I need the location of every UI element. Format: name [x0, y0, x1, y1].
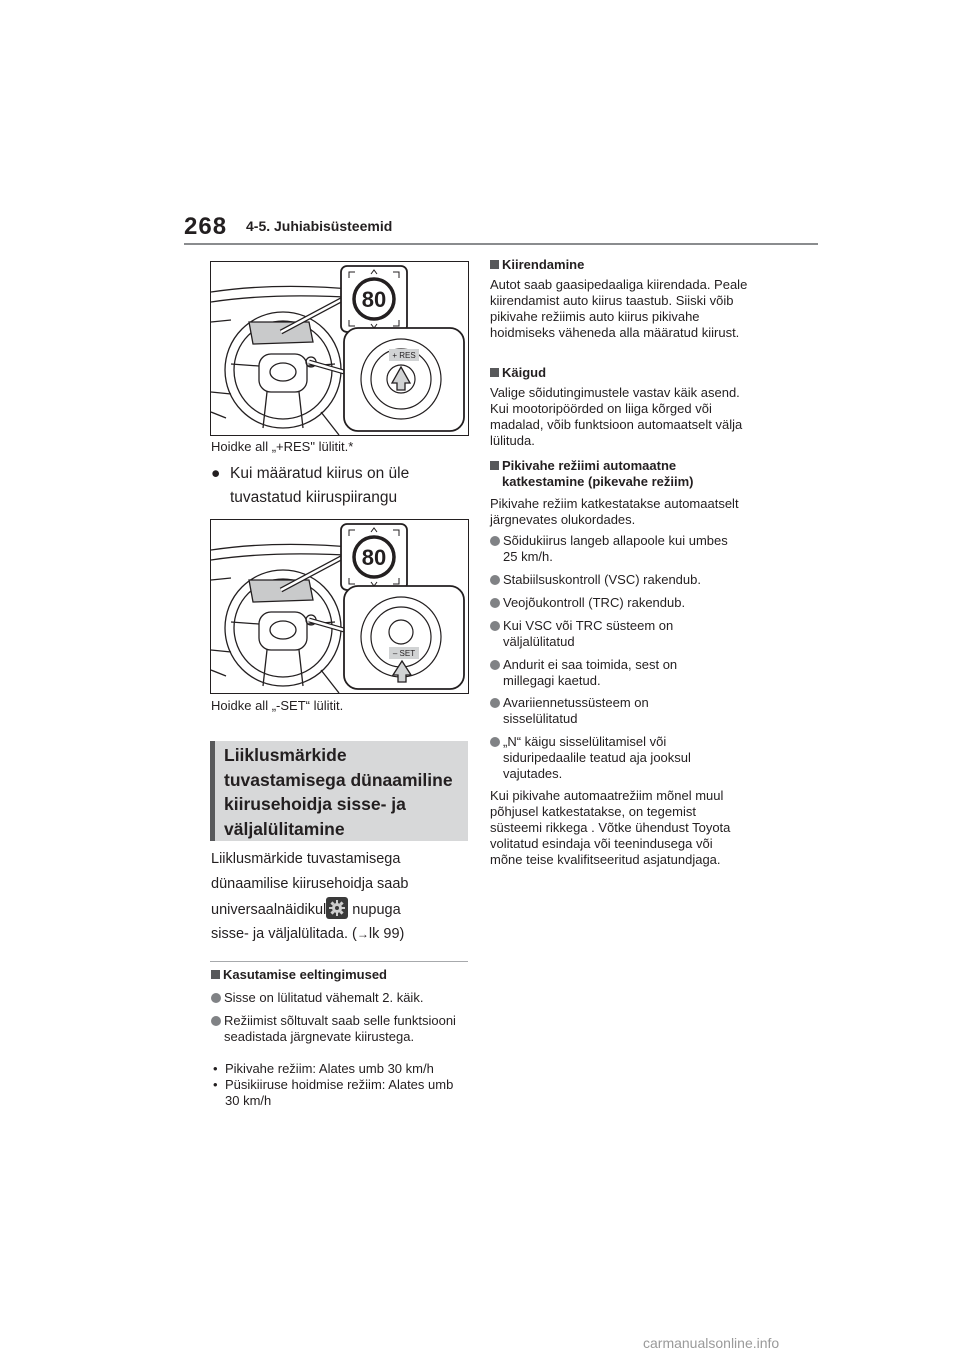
gear-icon — [326, 897, 348, 919]
list-item-text: Veojõukontroll (TRC) rakendub. — [503, 595, 686, 610]
para-line-3-end: nupuga — [348, 902, 401, 918]
circle-bullet-icon — [490, 598, 500, 608]
list-item-text: Sõidukiirus langeb allapoole kui umbes 25 km/h. — [503, 533, 728, 564]
conditions-heading-text: Kasutamise eeltingimused — [223, 967, 387, 982]
circle-bullet-icon — [490, 621, 500, 631]
steering-wheel-illustration-2 — [211, 520, 468, 693]
para-line-1: Liiklusmärkide tuvastamisega — [211, 851, 401, 867]
speed-limit-sign-80-2: 80 — [361, 545, 387, 570]
square-bullet-icon — [490, 368, 499, 377]
list-item-text: Stabiilsuskontroll (VSC) rakendub. — [503, 572, 701, 587]
res-button-label: + RES — [392, 351, 416, 360]
speed-over-limit-bullet — [211, 462, 471, 510]
circle-bullet-icon — [211, 1016, 221, 1026]
heading-accent-bar — [210, 741, 215, 841]
circle-bullet-icon — [490, 536, 500, 546]
circle-bullet-icon — [490, 575, 500, 585]
list-item-text: Avariiennetussüsteem on sisselülitatud — [503, 695, 649, 726]
enable-paragraph — [211, 847, 473, 947]
section-title: 4-5. Juhiabisüsteemid — [246, 218, 393, 234]
auto-cancel-heading — [490, 458, 750, 490]
header-rule — [184, 243, 818, 245]
gears-heading — [490, 365, 750, 381]
figure-set-switch — [210, 519, 469, 694]
sub-list-item-text: Pikivahe režiim: Alates umb 30 km/h — [225, 1061, 434, 1076]
list-item — [490, 734, 750, 782]
list-item — [211, 990, 471, 1006]
gears-heading-text: Käigud — [502, 365, 547, 380]
bullet-dot: ● — [211, 465, 221, 482]
list-item-text: Andurit ei saa toimida, sest on millegagi kaetud. — [503, 657, 678, 688]
steering-wheel-illustration — [211, 262, 468, 435]
auto-cancel-heading-text: Pikivahe režiimi automaatne katkestamine (pikevahe režiim) — [502, 458, 694, 489]
para-line-4 — [211, 922, 473, 947]
acceleration-text: Autot saab gaasipedaaliga kiirendada. Peale kiirendamist auto kiirus taastub. Siiski võib pikivahe režiimis auto kiirus pikivahe hoidmiseks väheneda alla määratud kiirust. — [490, 277, 748, 340]
circle-bullet-icon — [211, 993, 221, 1003]
sub-list-item — [213, 1077, 471, 1109]
gears-text: Valige sõidutingimustele vastav käik asend. Kui mootoripöörded on liiga kõrged või madalad, võib funktsioon automaatselt välja lülituda. — [490, 385, 743, 448]
para-line-2: dünaamilise kiirusehoidja saab — [211, 876, 409, 892]
circle-bullet-icon — [490, 660, 500, 670]
speed-limit-sign-80: 80 — [361, 287, 387, 312]
list-item — [211, 1013, 471, 1061]
list-item-text: Režiimist sõltuvalt saab selle funktsiooni seadistada järgnevate kiirustega. — [224, 1013, 456, 1044]
figure-res-switch — [210, 261, 469, 436]
conditions-heading — [211, 967, 471, 983]
divider — [210, 961, 468, 962]
square-bullet-icon — [211, 970, 220, 979]
watermark: carmanualsonline.info — [643, 1335, 780, 1351]
list-item — [490, 657, 750, 689]
arrow-right-icon: → — [356, 927, 369, 941]
square-bullet-icon — [490, 461, 499, 470]
sub-list-item-text: Püsikiiruse hoidmise režiim: Alates umb 30 km/h — [225, 1077, 454, 1108]
para-line-3-start: universaalnäidikul — [211, 902, 327, 918]
list-item — [490, 618, 750, 650]
sub-bullet: • — [213, 1077, 218, 1092]
para-line-3 — [211, 897, 473, 922]
para-line-4-start: sisse- ja väljalülitada. ( — [211, 926, 357, 942]
page-reference-link[interactable]: lk 99) — [368, 926, 405, 942]
list-item-text: Sisse on lülitatud vähemalt 2. käik. — [224, 990, 424, 1005]
list-item — [490, 595, 750, 611]
closing-text: Kui pikivahe automaatrežiim mõnel muul põhjusel katkestatakse, on tegemist süsteemi rikkega . Võtke ühendust Toyota volitatud esindaja või teenindusega või mõne teise kvalifitseeritud asjatundjaga. — [490, 788, 731, 867]
square-bullet-icon — [490, 260, 499, 269]
list-item — [490, 695, 750, 727]
acceleration-heading-text: Kiirendamine — [502, 257, 585, 272]
list-item — [490, 533, 750, 565]
set-button-label: – SET — [392, 649, 416, 658]
figure2-caption: Hoidke all „-SET“ lülitit. — [211, 698, 344, 713]
sub-bullet: • — [213, 1061, 218, 1076]
circle-bullet-icon — [490, 737, 500, 747]
section-heading-box — [210, 741, 468, 841]
page-number: 268 — [184, 213, 228, 240]
bullet-text: Kui määratud kiirus on üle tuvastatud kiiruspiirangu — [230, 465, 410, 506]
acceleration-heading — [490, 257, 750, 273]
list-item-text: Kui VSC või TRC süsteem on väljalülitatud — [503, 618, 674, 649]
list-item-text: „N“ käigu sisselülitamisel või siduripedaalile teatud aja jooksul vajutades. — [503, 734, 691, 781]
figure1-caption: Hoidke all „+RES" lülitit.* — [211, 439, 354, 454]
section-heading: Liiklusmärkide tuvastamisega dünaamiline kiirusehoidja sisse- ja väljalülitamine — [224, 745, 453, 839]
auto-cancel-text: Pikivahe režiim katkestatakse automaatselt järgnevates olukordades. — [490, 496, 739, 527]
list-item — [490, 572, 750, 588]
circle-bullet-icon — [490, 698, 500, 708]
sub-list-item — [213, 1061, 471, 1077]
